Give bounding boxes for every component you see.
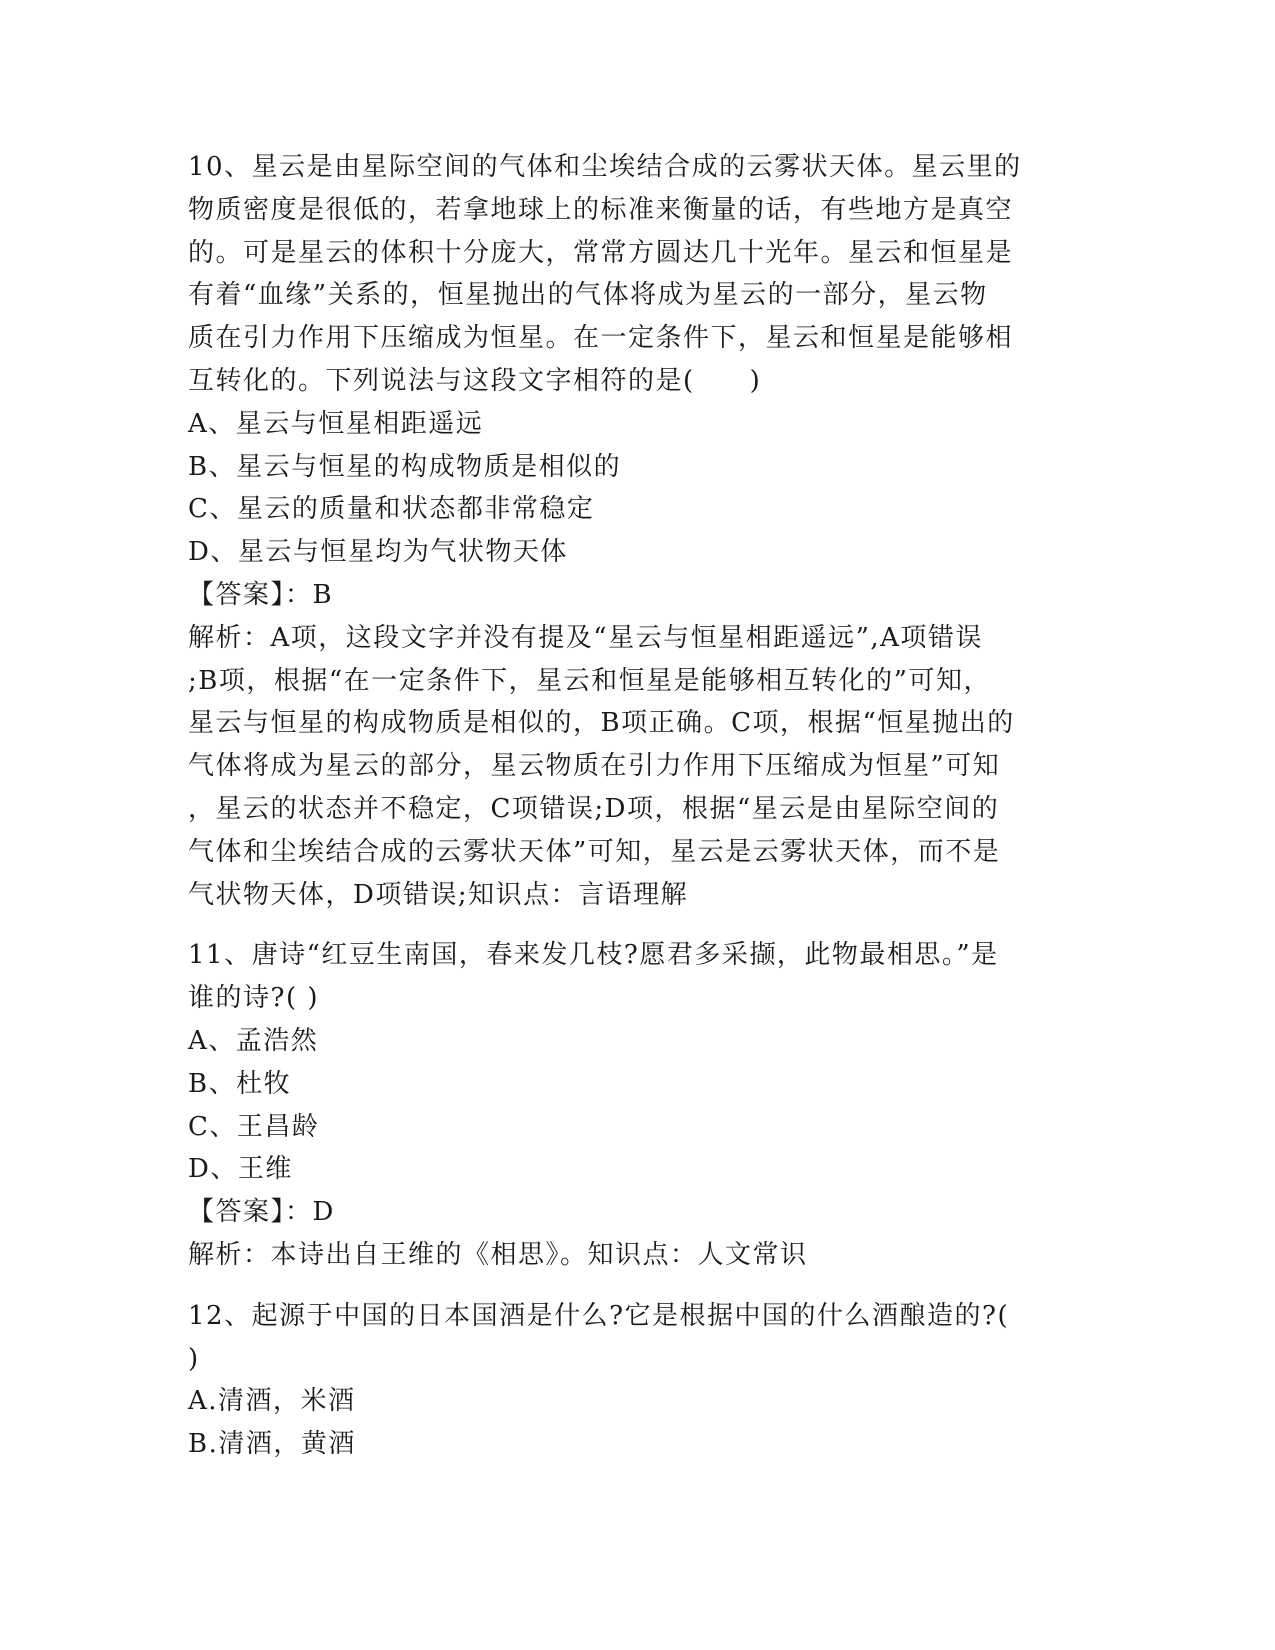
- answer-option: B.清酒，黄酒: [188, 1429, 356, 1460]
- document-content: [188, 146, 1088, 1484]
- question-stem-line: 的。可是星云的体积十分庞大，常常方圆达几十光年。星云和恒星是: [188, 237, 1014, 268]
- question-stem-line: ): [188, 1343, 200, 1374]
- analysis-line: 解析：A项，这段文字并没有提及“星云与恒星相距遥远”,A项错误: [188, 622, 983, 653]
- question-stem-line: 11、唐诗“红豆生南国，春来发几枝?愿君多采撷，此物最相思。”是: [188, 940, 999, 971]
- answer-option: A、孟浩然: [188, 1025, 319, 1056]
- answer-option: D、星云与恒星均为气状物天体: [188, 537, 568, 568]
- answer-option: A.清酒，米酒: [188, 1386, 356, 1417]
- question-stem-line: 有着“血缘”关系的，恒星抛出的气体将成为星云的一部分，星云物: [188, 280, 988, 311]
- answer-option: D、王维: [188, 1154, 293, 1185]
- analysis-line: 解析：本诗出自王维的《相思》。知识点：人文常识: [188, 1239, 808, 1270]
- analysis-line: ，星云的状态并不稳定，C项错误;D项，根据“星云是由星际空间的: [188, 793, 1000, 824]
- answer-key: 【答案】：D: [188, 1197, 335, 1228]
- question-block: [188, 146, 1088, 916]
- analysis-line: 气状物天体，D项错误;知识点：言语理解: [188, 879, 689, 910]
- question-stem-line: 12、起源于中国的日本国酒是什么?它是根据中国的什么酒酿造的?(: [188, 1300, 1010, 1331]
- question-block: [188, 934, 1088, 1276]
- analysis-line: ;B项，根据“在一定条件下，星云和恒星是能够相互转化的”可知，: [188, 665, 991, 696]
- question-block: [188, 1295, 1088, 1466]
- analysis-line: 星云与恒星的构成物质是相似的，B项正确。C项，根据“恒星抛出的: [188, 708, 1015, 739]
- question-stem-line: 互转化的。下列说法与这段文字相符的是( ): [188, 365, 762, 396]
- question-stem-line: 物质密度是很低的，若拿地球上的标准来衡量的话，有些地方是真空: [188, 194, 1014, 225]
- question-stem-line: 10、星云是由星际空间的气体和尘埃结合成的云雾状天体。星云里的: [188, 152, 1022, 182]
- answer-key: 【答案】：B: [188, 579, 334, 610]
- analysis-line: 气体和尘埃结合成的云雾状天体”可知，星云是云雾状天体，而不是: [188, 836, 1001, 867]
- answer-option: A、星云与恒星相距遥远: [188, 408, 484, 439]
- answer-option: B、杜牧: [188, 1068, 292, 1099]
- question-stem-line: 质在引力作用下压缩成为恒星。在一定条件下，星云和恒星是能够相: [188, 323, 1014, 354]
- answer-option: C、星云的质量和状态都非常稳定: [188, 494, 595, 525]
- answer-option: C、王昌龄: [188, 1111, 320, 1142]
- question-stem-line: 谁的诗?( ): [188, 983, 319, 1014]
- analysis-line: 气体将成为星云的部分，星云物质在引力作用下压缩成为恒星”可知: [188, 751, 1001, 782]
- answer-option: B、星云与恒星的构成物质是相似的: [188, 451, 622, 482]
